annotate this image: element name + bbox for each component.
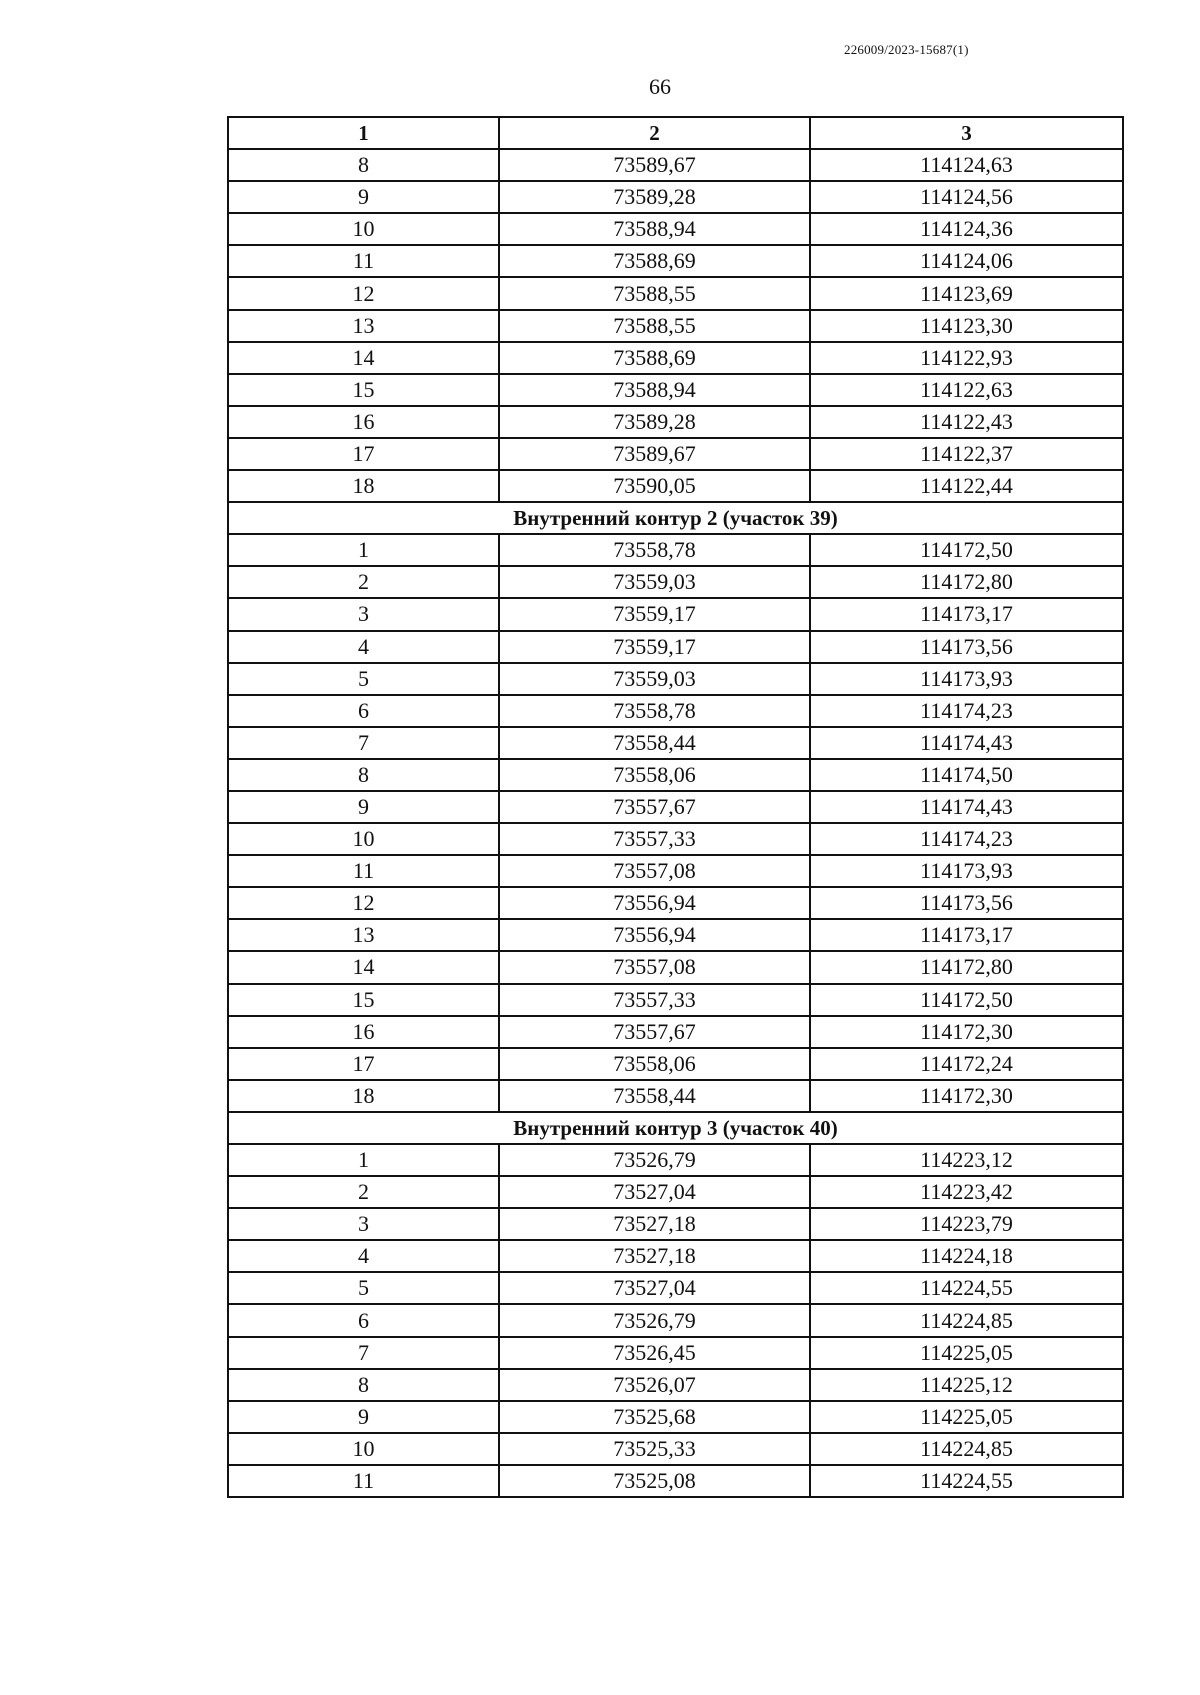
coordinate-y-cell: 114172,80 bbox=[810, 566, 1123, 598]
coordinate-y-cell: 114124,06 bbox=[810, 245, 1123, 277]
point-number-cell: 6 bbox=[228, 1304, 499, 1336]
point-number-cell: 10 bbox=[228, 213, 499, 245]
coordinate-x-cell: 73557,08 bbox=[499, 855, 810, 887]
coordinate-x-cell: 73559,17 bbox=[499, 631, 810, 663]
point-number-cell: 8 bbox=[228, 149, 499, 181]
point-number-cell: 18 bbox=[228, 470, 499, 502]
coordinate-y-cell: 114224,85 bbox=[810, 1433, 1123, 1465]
point-number-cell: 11 bbox=[228, 855, 499, 887]
point-number-cell: 4 bbox=[228, 631, 499, 663]
coordinate-y-cell: 114223,79 bbox=[810, 1208, 1123, 1240]
table-row bbox=[228, 1016, 1123, 1048]
header-col-1: 1 bbox=[228, 117, 499, 149]
table-row bbox=[228, 951, 1123, 983]
coordinate-y-cell: 114225,05 bbox=[810, 1337, 1123, 1369]
document-reference: 226009/2023-15687(1) bbox=[844, 42, 969, 57]
table-row bbox=[228, 598, 1123, 630]
header-col-2: 2 bbox=[499, 117, 810, 149]
coordinate-x-cell: 73556,94 bbox=[499, 919, 810, 951]
coordinate-y-cell: 114124,56 bbox=[810, 181, 1123, 213]
point-number-cell: 11 bbox=[228, 245, 499, 277]
coordinate-x-cell: 73558,44 bbox=[499, 727, 810, 759]
coordinate-y-cell: 114223,42 bbox=[810, 1176, 1123, 1208]
point-number-cell: 12 bbox=[228, 277, 499, 309]
table-row bbox=[228, 438, 1123, 470]
point-number-cell: 13 bbox=[228, 310, 499, 342]
table-row bbox=[228, 887, 1123, 919]
coordinate-y-cell: 114174,23 bbox=[810, 695, 1123, 727]
table-row bbox=[228, 374, 1123, 406]
coordinate-y-cell: 114172,30 bbox=[810, 1016, 1123, 1048]
table-row bbox=[228, 695, 1123, 727]
table-row bbox=[228, 566, 1123, 598]
point-number-cell: 10 bbox=[228, 823, 499, 855]
point-number-cell: 13 bbox=[228, 919, 499, 951]
table-row bbox=[228, 631, 1123, 663]
coordinate-y-cell: 114122,93 bbox=[810, 342, 1123, 374]
coordinate-y-cell: 114174,43 bbox=[810, 791, 1123, 823]
coordinate-y-cell: 114123,69 bbox=[810, 277, 1123, 309]
coordinate-x-cell: 73589,28 bbox=[499, 181, 810, 213]
coordinate-y-cell: 114224,85 bbox=[810, 1304, 1123, 1336]
coordinate-x-cell: 73527,18 bbox=[499, 1240, 810, 1272]
coordinate-y-cell: 114172,50 bbox=[810, 534, 1123, 566]
point-number-cell: 15 bbox=[228, 374, 499, 406]
coordinate-x-cell: 73526,79 bbox=[499, 1144, 810, 1176]
point-number-cell: 5 bbox=[228, 1272, 499, 1304]
coordinate-y-cell: 114122,37 bbox=[810, 438, 1123, 470]
table-row bbox=[228, 1080, 1123, 1112]
section-title-row bbox=[228, 502, 1123, 534]
point-number-cell: 7 bbox=[228, 727, 499, 759]
coordinate-y-cell: 114122,63 bbox=[810, 374, 1123, 406]
coordinate-x-cell: 73589,67 bbox=[499, 149, 810, 181]
table-row bbox=[228, 534, 1123, 566]
coordinate-y-cell: 114173,56 bbox=[810, 887, 1123, 919]
point-number-cell: 11 bbox=[228, 1465, 499, 1497]
coordinate-y-cell: 114224,55 bbox=[810, 1465, 1123, 1497]
coordinate-x-cell: 73558,06 bbox=[499, 1048, 810, 1080]
coordinate-x-cell: 73527,18 bbox=[499, 1208, 810, 1240]
coordinate-x-cell: 73588,55 bbox=[499, 277, 810, 309]
table-row bbox=[228, 791, 1123, 823]
table-row bbox=[228, 727, 1123, 759]
page-number: 66 bbox=[649, 74, 671, 99]
point-number-cell: 1 bbox=[228, 534, 499, 566]
point-number-cell: 3 bbox=[228, 1208, 499, 1240]
coordinate-x-cell: 73588,69 bbox=[499, 342, 810, 374]
coordinate-x-cell: 73558,44 bbox=[499, 1080, 810, 1112]
table-row bbox=[228, 1144, 1123, 1176]
point-number-cell: 4 bbox=[228, 1240, 499, 1272]
table-row bbox=[228, 1176, 1123, 1208]
table-row bbox=[228, 919, 1123, 951]
coordinate-x-cell: 73557,67 bbox=[499, 1016, 810, 1048]
table-row bbox=[228, 277, 1123, 309]
coordinate-x-cell: 73557,67 bbox=[499, 791, 810, 823]
table-row bbox=[228, 823, 1123, 855]
coordinate-y-cell: 114174,50 bbox=[810, 759, 1123, 791]
coordinate-y-cell: 114173,93 bbox=[810, 855, 1123, 887]
coordinate-x-cell: 73559,03 bbox=[499, 566, 810, 598]
coordinate-y-cell: 114172,24 bbox=[810, 1048, 1123, 1080]
table-row bbox=[228, 984, 1123, 1016]
point-number-cell: 12 bbox=[228, 887, 499, 919]
table-row bbox=[228, 149, 1123, 181]
coordinate-x-cell: 73589,28 bbox=[499, 406, 810, 438]
coordinate-x-cell: 73557,08 bbox=[499, 951, 810, 983]
point-number-cell: 1 bbox=[228, 1144, 499, 1176]
point-number-cell: 5 bbox=[228, 663, 499, 695]
table-row bbox=[228, 470, 1123, 502]
point-number-cell: 17 bbox=[228, 1048, 499, 1080]
coordinate-x-cell: 73558,06 bbox=[499, 759, 810, 791]
point-number-cell: 7 bbox=[228, 1337, 499, 1369]
point-number-cell: 6 bbox=[228, 695, 499, 727]
coordinate-x-cell: 73589,67 bbox=[499, 438, 810, 470]
table-row bbox=[228, 1048, 1123, 1080]
point-number-cell: 16 bbox=[228, 1016, 499, 1048]
coordinate-x-cell: 73526,07 bbox=[499, 1369, 810, 1401]
point-number-cell: 16 bbox=[228, 406, 499, 438]
coordinate-y-cell: 114172,30 bbox=[810, 1080, 1123, 1112]
section-title: Внутренний контур 2 (участок 39) bbox=[228, 502, 1123, 534]
point-number-cell: 14 bbox=[228, 951, 499, 983]
table-row bbox=[228, 1337, 1123, 1369]
point-number-cell: 2 bbox=[228, 1176, 499, 1208]
coordinate-x-cell: 73556,94 bbox=[499, 887, 810, 919]
coordinate-x-cell: 73527,04 bbox=[499, 1176, 810, 1208]
coordinate-x-cell: 73526,45 bbox=[499, 1337, 810, 1369]
table-row bbox=[228, 342, 1123, 374]
coordinate-y-cell: 114122,44 bbox=[810, 470, 1123, 502]
table-row bbox=[228, 245, 1123, 277]
coordinate-y-cell: 114123,30 bbox=[810, 310, 1123, 342]
coordinate-y-cell: 114173,17 bbox=[810, 919, 1123, 951]
coordinate-x-cell: 73527,04 bbox=[499, 1272, 810, 1304]
coordinate-y-cell: 114225,05 bbox=[810, 1401, 1123, 1433]
table-row bbox=[228, 1401, 1123, 1433]
coordinate-x-cell: 73525,68 bbox=[499, 1401, 810, 1433]
coordinate-x-cell: 73557,33 bbox=[499, 823, 810, 855]
coordinate-y-cell: 114223,12 bbox=[810, 1144, 1123, 1176]
point-number-cell: 9 bbox=[228, 181, 499, 213]
point-number-cell: 8 bbox=[228, 1369, 499, 1401]
coordinate-y-cell: 114173,93 bbox=[810, 663, 1123, 695]
coordinate-y-cell: 114225,12 bbox=[810, 1369, 1123, 1401]
point-number-cell: 17 bbox=[228, 438, 499, 470]
coordinate-y-cell: 114122,43 bbox=[810, 406, 1123, 438]
point-number-cell: 3 bbox=[228, 598, 499, 630]
point-number-cell: 8 bbox=[228, 759, 499, 791]
table-row bbox=[228, 1304, 1123, 1336]
table-row bbox=[228, 1240, 1123, 1272]
coordinate-y-cell: 114174,43 bbox=[810, 727, 1123, 759]
coordinate-x-cell: 73526,79 bbox=[499, 1304, 810, 1336]
point-number-cell: 10 bbox=[228, 1433, 499, 1465]
coordinate-x-cell: 73588,94 bbox=[499, 374, 810, 406]
point-number-cell: 9 bbox=[228, 791, 499, 823]
table-row bbox=[228, 663, 1123, 695]
point-number-cell: 14 bbox=[228, 342, 499, 374]
point-number-cell: 18 bbox=[228, 1080, 499, 1112]
coordinate-x-cell: 73525,08 bbox=[499, 1465, 810, 1497]
coordinate-y-cell: 114173,56 bbox=[810, 631, 1123, 663]
coordinate-y-cell: 114224,18 bbox=[810, 1240, 1123, 1272]
coordinate-x-cell: 73588,69 bbox=[499, 245, 810, 277]
coordinate-x-cell: 73525,33 bbox=[499, 1433, 810, 1465]
table-row bbox=[228, 855, 1123, 887]
table-row bbox=[228, 1369, 1123, 1401]
coordinate-y-cell: 114172,50 bbox=[810, 984, 1123, 1016]
table-row bbox=[228, 1433, 1123, 1465]
table-row bbox=[228, 213, 1123, 245]
coordinate-x-cell: 73559,17 bbox=[499, 598, 810, 630]
table-row bbox=[228, 310, 1123, 342]
table-row bbox=[228, 181, 1123, 213]
section-title-row bbox=[228, 1112, 1123, 1144]
coordinate-x-cell: 73557,33 bbox=[499, 984, 810, 1016]
coordinate-y-cell: 114224,55 bbox=[810, 1272, 1123, 1304]
coordinate-x-cell: 73558,78 bbox=[499, 534, 810, 566]
table-row bbox=[228, 759, 1123, 791]
table-row bbox=[228, 1208, 1123, 1240]
section-title: Внутренний контур 3 (участок 40) bbox=[228, 1112, 1123, 1144]
coordinate-y-cell: 114124,36 bbox=[810, 213, 1123, 245]
table-row bbox=[228, 406, 1123, 438]
table-row bbox=[228, 1465, 1123, 1497]
coordinate-y-cell: 114124,63 bbox=[810, 149, 1123, 181]
table-header-row bbox=[228, 117, 1123, 149]
coordinate-x-cell: 73559,03 bbox=[499, 663, 810, 695]
point-number-cell: 9 bbox=[228, 1401, 499, 1433]
coordinates-table bbox=[227, 116, 1124, 1498]
table-row bbox=[228, 1272, 1123, 1304]
coordinate-y-cell: 114173,17 bbox=[810, 598, 1123, 630]
table-body bbox=[228, 149, 1123, 1497]
point-number-cell: 2 bbox=[228, 566, 499, 598]
coordinate-x-cell: 73558,78 bbox=[499, 695, 810, 727]
coordinate-x-cell: 73588,55 bbox=[499, 310, 810, 342]
coordinate-y-cell: 114174,23 bbox=[810, 823, 1123, 855]
coordinate-y-cell: 114172,80 bbox=[810, 951, 1123, 983]
point-number-cell: 15 bbox=[228, 984, 499, 1016]
coordinate-x-cell: 73588,94 bbox=[499, 213, 810, 245]
header-col-3: 3 bbox=[810, 117, 1123, 149]
coordinate-x-cell: 73590,05 bbox=[499, 470, 810, 502]
